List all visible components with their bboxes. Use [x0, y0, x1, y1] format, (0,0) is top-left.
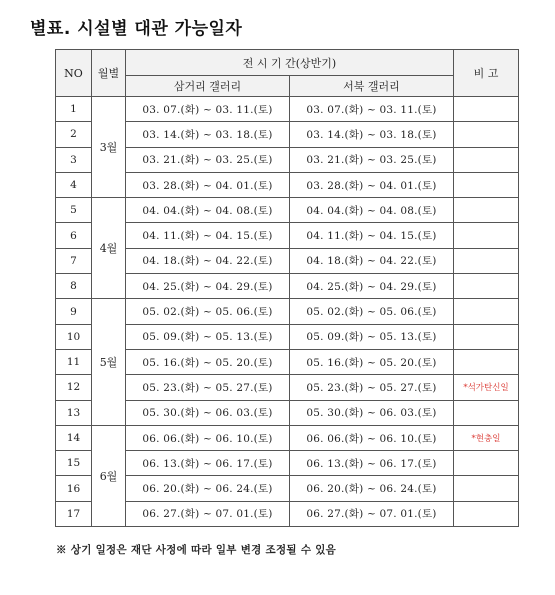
table-row — [56, 172, 519, 197]
row-no: 8 — [56, 274, 92, 299]
table-row — [56, 501, 519, 526]
row-no: 7 — [56, 248, 92, 273]
date-samgeori: 06. 06.(화) ~ 06. 10.(토) — [126, 425, 290, 450]
note-cell — [454, 172, 519, 197]
table-row — [56, 274, 519, 299]
row-no: 1 — [56, 97, 92, 122]
note-cell — [454, 147, 519, 172]
row-no: 4 — [56, 172, 92, 197]
note-cell: *석가탄신일 — [454, 375, 519, 400]
date-seobuk: 04. 04.(화) ~ 04. 08.(토) — [290, 198, 454, 223]
rental-schedule-table — [55, 49, 519, 527]
header-period: 전 시 기 간(상반기) — [126, 50, 454, 76]
date-samgeori: 05. 16.(화) ~ 05. 20.(토) — [126, 349, 290, 374]
date-seobuk: 06. 13.(화) ~ 06. 17.(토) — [290, 451, 454, 476]
row-no: 13 — [56, 400, 92, 425]
row-no: 15 — [56, 451, 92, 476]
date-seobuk: 05. 23.(화) ~ 05. 27.(토) — [290, 375, 454, 400]
note-cell — [454, 97, 519, 122]
month-cell: 6월 — [92, 425, 126, 526]
row-no: 11 — [56, 349, 92, 374]
date-samgeori: 04. 11.(화) ~ 04. 15.(토) — [126, 223, 290, 248]
note-cell — [454, 198, 519, 223]
date-seobuk: 05. 16.(화) ~ 05. 20.(토) — [290, 349, 454, 374]
note-cell — [454, 274, 519, 299]
header-gallery-seobuk: 서북 갤러리 — [290, 76, 454, 97]
table-row — [56, 147, 519, 172]
date-seobuk: 05. 09.(화) ~ 05. 13.(토) — [290, 324, 454, 349]
date-seobuk: 04. 11.(화) ~ 04. 15.(토) — [290, 223, 454, 248]
row-no: 14 — [56, 425, 92, 450]
footnote: ※ 상기 일정은 재단 사정에 따라 일부 변경 조정될 수 있음 — [56, 544, 337, 556]
note-cell — [454, 501, 519, 526]
note-cell — [454, 400, 519, 425]
note-cell — [454, 324, 519, 349]
row-no: 9 — [56, 299, 92, 324]
date-seobuk: 05. 02.(화) ~ 05. 06.(토) — [290, 299, 454, 324]
date-samgeori: 04. 18.(화) ~ 04. 22.(토) — [126, 248, 290, 273]
date-seobuk: 03. 21.(화) ~ 03. 25.(토) — [290, 147, 454, 172]
table-row — [56, 400, 519, 425]
table-row — [56, 476, 519, 501]
date-samgeori: 04. 04.(화) ~ 04. 08.(토) — [126, 198, 290, 223]
date-samgeori: 03. 07.(화) ~ 03. 11.(토) — [126, 97, 290, 122]
row-no: 10 — [56, 324, 92, 349]
table-row — [56, 122, 519, 147]
row-no: 12 — [56, 375, 92, 400]
table-row — [56, 375, 519, 400]
note-cell — [454, 299, 519, 324]
note-cell — [454, 223, 519, 248]
table-row — [56, 324, 519, 349]
date-samgeori: 05. 23.(화) ~ 05. 27.(토) — [126, 375, 290, 400]
header-month: 월별 — [92, 50, 126, 97]
date-samgeori: 04. 25.(화) ~ 04. 29.(토) — [126, 274, 290, 299]
date-samgeori: 06. 20.(화) ~ 06. 24.(토) — [126, 476, 290, 501]
date-samgeori: 05. 02.(화) ~ 05. 06.(토) — [126, 299, 290, 324]
note-cell: *현충일 — [454, 425, 519, 450]
date-seobuk: 04. 18.(화) ~ 04. 22.(토) — [290, 248, 454, 273]
header-note: 비 고 — [454, 50, 519, 97]
date-samgeori: 03. 21.(화) ~ 03. 25.(토) — [126, 147, 290, 172]
row-no: 2 — [56, 122, 92, 147]
note-cell — [454, 476, 519, 501]
date-samgeori: 06. 27.(화) ~ 07. 01.(토) — [126, 501, 290, 526]
row-no: 6 — [56, 223, 92, 248]
month-cell: 3월 — [92, 97, 126, 198]
table-row — [56, 299, 519, 324]
table-row — [56, 198, 519, 223]
row-no: 17 — [56, 501, 92, 526]
table-row — [56, 97, 519, 122]
date-samgeori: 03. 28.(화) ~ 04. 01.(토) — [126, 172, 290, 197]
document-title: 별표. 시설별 대관 가능일자 — [30, 19, 243, 39]
date-samgeori: 06. 13.(화) ~ 06. 17.(토) — [126, 451, 290, 476]
date-seobuk: 06. 20.(화) ~ 06. 24.(토) — [290, 476, 454, 501]
note-cell — [454, 122, 519, 147]
date-seobuk: 05. 30.(화) ~ 06. 03.(토) — [290, 400, 454, 425]
date-samgeori: 03. 14.(화) ~ 03. 18.(토) — [126, 122, 290, 147]
table-row — [56, 349, 519, 374]
row-no: 3 — [56, 147, 92, 172]
note-cell — [454, 349, 519, 374]
date-samgeori: 05. 09.(화) ~ 05. 13.(토) — [126, 324, 290, 349]
row-no: 5 — [56, 198, 92, 223]
table-row — [56, 223, 519, 248]
date-seobuk: 06. 27.(화) ~ 07. 01.(토) — [290, 501, 454, 526]
table-header-row — [56, 50, 519, 76]
header-no: NO — [56, 50, 92, 97]
month-cell: 4월 — [92, 198, 126, 299]
table-row — [56, 425, 519, 450]
note-cell — [454, 451, 519, 476]
month-cell: 5월 — [92, 299, 126, 425]
header-gallery-samgeori: 삼거리 갤러리 — [126, 76, 290, 97]
date-seobuk: 03. 14.(화) ~ 03. 18.(토) — [290, 122, 454, 147]
table-subheader-row — [56, 76, 519, 97]
table-row — [56, 451, 519, 476]
note-cell — [454, 248, 519, 273]
table-row — [56, 248, 519, 273]
date-seobuk: 04. 25.(화) ~ 04. 29.(토) — [290, 274, 454, 299]
date-seobuk: 06. 06.(화) ~ 06. 10.(토) — [290, 425, 454, 450]
row-no: 16 — [56, 476, 92, 501]
date-samgeori: 05. 30.(화) ~ 06. 03.(토) — [126, 400, 290, 425]
date-seobuk: 03. 07.(화) ~ 03. 11.(토) — [290, 97, 454, 122]
date-seobuk: 03. 28.(화) ~ 04. 01.(토) — [290, 172, 454, 197]
